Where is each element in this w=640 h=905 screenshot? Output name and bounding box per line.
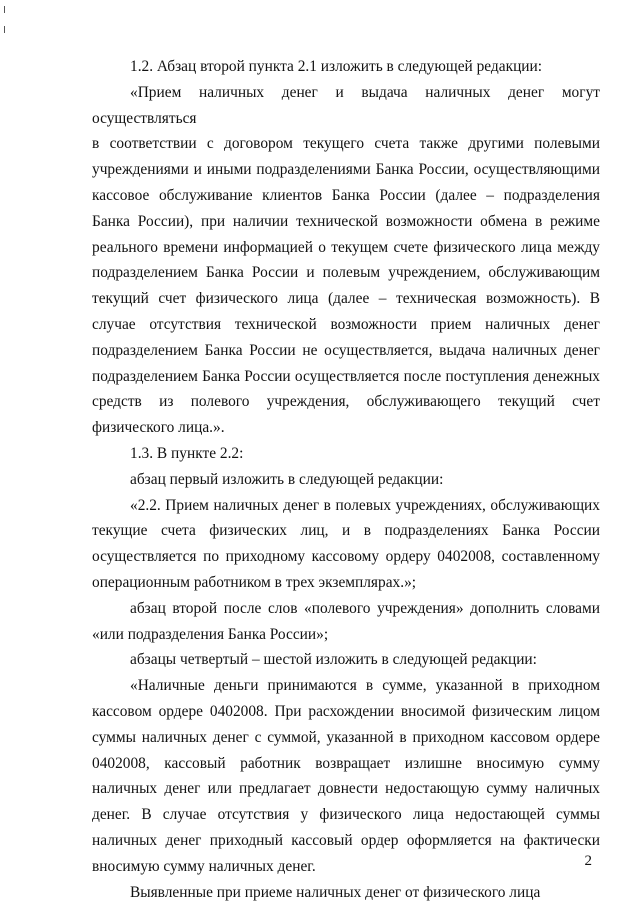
paragraph-2-2-quote: «2.2. Прием наличных денег в полевых учреждениях, обслуживающих текущие счета физических лиц, и в подразделениях Банка России осуществляется по приходному кассовому ордеру 0402008, составленному операционным работником в трех экземплярах.»; [92, 496, 600, 591]
paragraph-cash-acceptance-quote: «Наличные деньги принимаются в сумме, указанной в приходном кассовом ордере 0402008. При расхождении вносимой физическим лицом суммы наличных денег с суммой, указанной в приходном кассовом ордере 0402008, кассовый работник возвращает излишне вносимую сумму наличных денег или предлагает довнести недостающую сумму наличных денег. В случае отсутствия у физического лица недостающей суммы наличных денег приходный кассовый ордер оформляется на фактически вносимую сумму наличных денег. [92, 677, 600, 875]
paragraph-abzacs-4-6-instruction: абзацы четвертый – шестой изложить в следующей редакции: [130, 651, 537, 669]
paragraph-1-2-heading: 1.2. Абзац второй пункта 2.1 изложить в следующей редакции: [130, 58, 543, 75]
scan-edge-mark [4, 26, 5, 33]
paragraph-second-abzac-instruction: абзац второй после слов «полевого учреждения» дополнить словами «или подразделения Банка России»; [92, 599, 600, 643]
document-body [92, 54, 600, 905]
page-number: 2 [584, 853, 592, 869]
paragraph-quote-opening: «Прием наличных денег и выдача наличных денег могут осуществляться [92, 83, 600, 127]
paragraph-detected-cash: Выявленные при приеме наличных денег от физического лица [130, 883, 541, 901]
scan-edge-mark [4, 6, 5, 13]
paragraph-1-3-heading: 1.3. В пункте 2.2: [130, 444, 244, 462]
paragraph-first-abzac-instruction: абзац первый изложить в следующей редакции: [130, 470, 444, 488]
paragraph-quote-body: в соответствии с договором текущего счета также другими полевыми учреждениями и иными подразделениями Банка России, осуществляющими кассовое обслуживание клиентов Банка России (далее – подразделения Банка России), при наличии технической возможности обмена в режиме реального времени информацией о текущем счете физического лица между подразделением Банка России и полевым учреждением, обслуживающим текущий счет физического лица (далее – техническая возможность). В случае отсутствия технической возможности прием наличных денег подразделением Банка России не осуществляется, выдача наличных денег подразделением Банка России осуществляется после поступления денежных средств из полевого учреждения, обслуживающего текущий счет физического лица.». [92, 135, 600, 437]
